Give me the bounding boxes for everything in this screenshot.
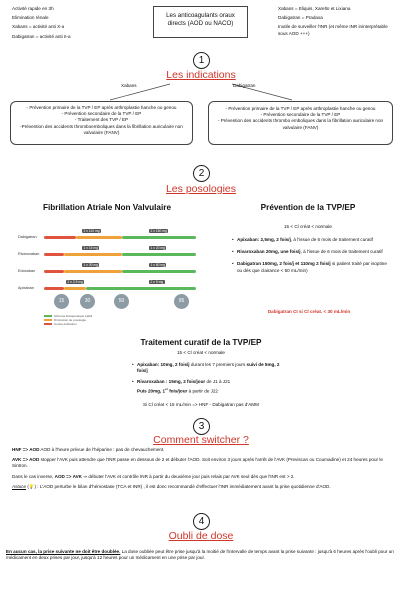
curatif-apixaban	[132, 362, 282, 374]
legend-label: Diminution de posologie	[54, 318, 87, 322]
fanv-dosing-chart	[14, 218, 198, 326]
dose-label: 1 x 20 mg	[150, 246, 165, 250]
drug-name: Rivaroxaban 20mg, une fois/j	[237, 249, 301, 255]
branch-label-dabigatran: Dabigatran	[233, 83, 256, 88]
prevention-dabigatran	[232, 261, 392, 273]
apixaban-bar-green	[86, 287, 196, 290]
drug-name: Puis 20mg, 1	[137, 388, 166, 394]
lightbulb-icon: 💡	[28, 483, 35, 489]
oubli-text: La dose oubliée peut être prise jusqu'à la moitié de l'intervalle de temps avant la prise suivante : jusqu'à 6 heures après l'oubli pour un médicament en deux prises par jour, jusqu'à 12 heures pour un médicament en une prise par jour.	[6, 549, 394, 561]
legend-swatch	[44, 315, 52, 317]
curatif-rivaroxaban	[132, 379, 282, 394]
prevention-ci-note: Dabigatran CI si Cl créat. < 30 mL/min	[267, 309, 351, 314]
chart-row-label: Dabigatran	[18, 235, 37, 239]
switch-hnf-aod	[12, 447, 392, 453]
section-title-indications: Les indications	[166, 69, 236, 81]
drug-detail: durant les 7 premiers jours	[189, 362, 247, 367]
dabigatran-bar-orange	[76, 236, 122, 239]
drug-name: Rivaroxaban : 15mg, 2 fois/jour	[137, 379, 206, 385]
switch-text: Dans le cas inverse,	[12, 473, 55, 479]
section-number-4: 4	[193, 513, 210, 530]
drug-name: Apixaban: 10mg, 2 fois/j	[137, 362, 190, 367]
legend-swatch	[44, 319, 52, 321]
dabigatran-bar-red	[44, 236, 76, 239]
curatif-title: Traitement curatif de la TVP/EP	[140, 338, 262, 347]
chart-legend	[44, 314, 194, 326]
dabigatran-bar-green	[122, 236, 196, 239]
dose-label: 2 x 5 mg	[150, 280, 164, 284]
dose-label: 1 x 60 mg	[150, 263, 165, 267]
indications-dabigatran-box: - Prévention primaire de la TVP / EP après arthroplastie hanche ou genou - Prévention secondaire de la TVP / EP - Prévention des accidents thrombo emboliques dans la fibrillation auriculaire non valvulaire (FANV)	[208, 101, 393, 145]
drug-detail: , à l'issue de 6 mois de traitement curatif	[290, 237, 373, 242]
chart-row-label: Rivaroxaban	[18, 252, 40, 256]
edoxaban-bar-red	[44, 270, 64, 273]
legend-item	[44, 322, 194, 326]
prevention-intro: 15 < Cl créat < normale	[283, 224, 332, 229]
curatif-footer: Si Cl créat < 15 mL/min => HNF - Dabigatran pas d'AMM	[143, 402, 259, 407]
drug-name: Apixaban: 2,5mg, 2 fois/j	[237, 237, 291, 242]
superscript: er	[165, 386, 168, 391]
switch-text: stopper l'AVK puis attendre que l'INR passe en dessous de 2 et débuter l'AOD. Soit environ 3 jours après l'arrêt de l'AVK (Previscan ou Coumadine) et 24 heures pour le Sintron.	[12, 457, 383, 469]
clearance-gauge: 30	[80, 294, 95, 309]
curatif-intro: 15 < Cl créat < normale	[176, 350, 225, 355]
note-line: Dabigatran = activité anti II-a	[12, 33, 71, 39]
curatif-list	[132, 362, 282, 394]
note-line: Activité rapide en 3h	[12, 6, 54, 11]
note-line: Xabans = activité anti X-a	[12, 24, 65, 30]
header-left-notes	[12, 6, 112, 40]
dose-label: 2 x 110 mg	[83, 229, 100, 233]
section-title-switch: Comment switcher ?	[153, 434, 249, 446]
switch-aod-avk	[12, 474, 392, 480]
dose-label: 1 x 30 mg	[83, 263, 98, 267]
fanv-title: Fibrillation Atriale Non Valvulaire	[43, 203, 171, 212]
clearance-gauge: 50	[114, 294, 129, 309]
switch-paragraphs	[12, 447, 392, 490]
chart-row-label: Edoxaban	[18, 269, 36, 273]
section-number-1: 1	[193, 52, 210, 69]
note-line: Dabigatran = Pradaxa	[278, 15, 323, 21]
switch-label: AOD => AVK	[54, 473, 82, 479]
prevention-title: Prévention de la TVP/EP	[260, 203, 356, 212]
switch-astuce: Astuce (💡) : L'AOD perturbe le bilan d'hémostase (TCA et INR) , il est donc recommandé d'effectuer l'INR immédiatement avant la prise quotidienne d'AOD.	[12, 483, 331, 489]
edoxaban-bar-orange	[64, 270, 122, 273]
rivaroxaban-bar-green	[122, 253, 196, 256]
note-line: Elimination rénale	[12, 15, 49, 21]
switch-avk-aod	[12, 457, 392, 469]
switch-text: ⇒ débuter l'AVK et contrôle INR à partir du deuxième jour puis relais par AVK seul dès que l'INR est > 2.	[81, 473, 295, 479]
dose-label: 2 x 150 mg	[150, 229, 167, 233]
prevention-list	[232, 237, 392, 274]
drug-detail: , à l'issue de 6 mois de traitement curatif	[300, 249, 383, 255]
rivaroxaban-bar-orange	[64, 253, 122, 256]
oubli-warning: En aucun cas, la prise suivante ne doit être doublée.	[6, 549, 121, 554]
clearance-gauge: 95	[174, 294, 189, 309]
drug-name: Dabigatran 150mg, 2 fois/j et 110mg 2 fois/j	[237, 261, 331, 267]
dose-label: 2 x 2.5 mg	[67, 280, 83, 284]
edoxaban-bar-green	[122, 270, 196, 273]
oubli-paragraph	[6, 549, 396, 561]
main-title-box	[153, 6, 248, 38]
drug-detail: à partir de J22	[187, 388, 218, 394]
section-title-posologies: Les posologies	[165, 183, 237, 195]
section-number-2: 2	[193, 165, 210, 182]
switch-label: HNF => AOD	[12, 447, 40, 452]
drug-detail: de J1 à J21	[205, 379, 231, 385]
prevention-apixaban	[232, 237, 392, 243]
clearance-gauge: 15	[54, 294, 69, 309]
switch-label: AVK => AOD	[12, 457, 40, 463]
section-title-oubli: Oubli de dose	[168, 530, 234, 542]
astuce-text: : L'AOD perturbe le bilan d'hémostase (TCA et INR) , il est donc recommandé d'effectuer l'INR immédiatement avant la prise quotidienne d'AOD.	[36, 483, 331, 489]
branch-label-xabans: Xabans	[121, 83, 137, 88]
legend-label: Schéma thérapeutique établi	[54, 314, 93, 318]
rivaroxaban-bar-red	[44, 253, 64, 256]
page-title: Les anticoagulants oraux directs (AOD ou NACO)	[166, 12, 235, 27]
legend-swatch	[44, 323, 52, 325]
header-right-notes	[278, 6, 393, 37]
drug-name: suivi de 5mg, 2 fois/j	[137, 362, 280, 374]
apixaban-bar-red	[44, 287, 64, 290]
legend-label: Contre-indication	[54, 322, 77, 326]
switch-text: AOD à l'heure prévue de l'héparine : pas de chevauchement.	[39, 447, 165, 452]
chart-row-label: Apixaban	[18, 286, 34, 290]
prevention-rivaroxaban	[232, 249, 392, 255]
section-number-3: 3	[193, 418, 210, 435]
astuce-label: Astuce	[12, 483, 27, 489]
drug-detail: si patient traité par isoptine ou dès que clairance < 50 mL/min)	[237, 261, 387, 273]
note-line: Xabans = Eliquis, Xarelto et Lixiana	[278, 6, 351, 11]
note-line: Inutile de surveiller l'INR (et même INR ininterprétable sous AOD +++)	[278, 24, 388, 36]
dose-label: 1 x 15 mg	[83, 246, 98, 250]
apixaban-bar-orange	[64, 287, 86, 290]
indications-xabans-box: - Prévention primaire de la TVP / EP après arthroplastie hanche ou genou - Prévention secondaire de la TVP / EP - Traitement des TVP / EP -Prévention des accidents thromboemboliques dans la fibrillation auriculaire non valvulaire (FANV)	[10, 101, 193, 145]
drug-name: fois/jour	[167, 388, 188, 394]
